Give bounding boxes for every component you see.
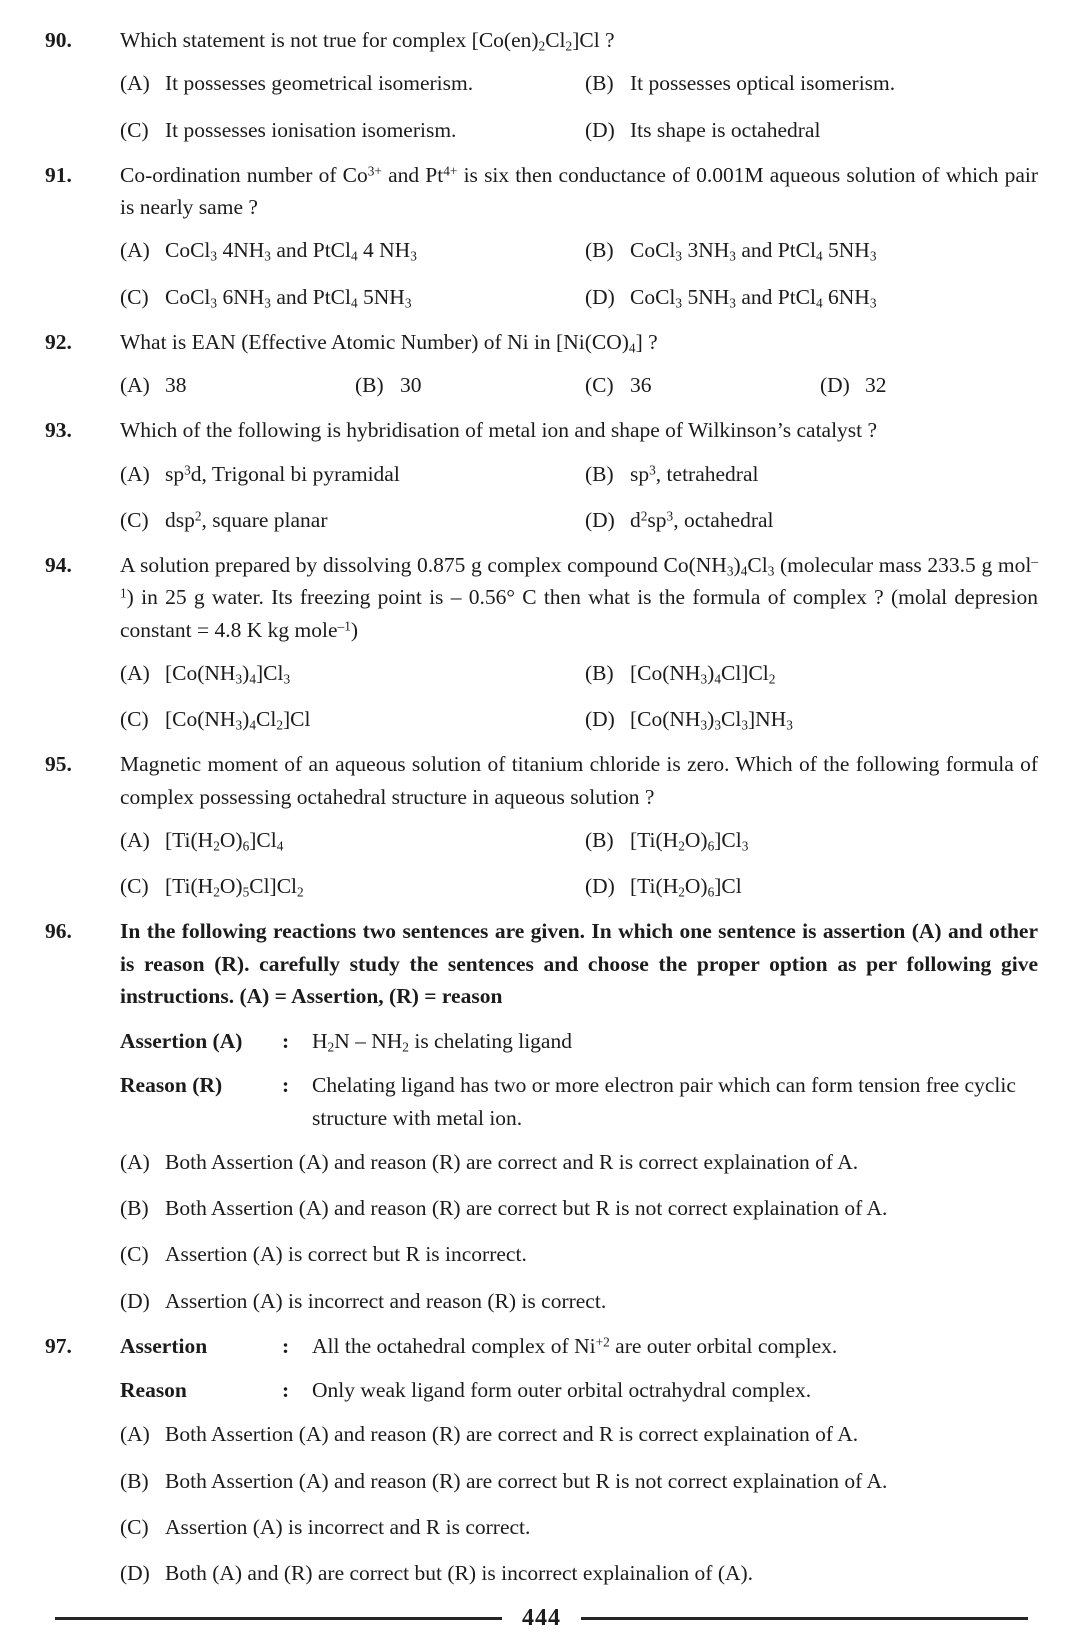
question-number: 94. xyxy=(45,553,72,577)
option-label: (A) xyxy=(120,827,150,852)
option-b xyxy=(120,1192,1038,1224)
question-text: A solution prepared by dissolving 0.875 g complex compound $Co(NH_3)_4Cl_3$ (molecular mass 233.5 g mol$^{-1}$) in 25 g water. Its freezing point is – 0.56° C then what is the formula of complex ? (molal depresion constant = 4.8 K kg mole$^{-1}$) xyxy=(120,553,1038,642)
option-text: dsp$^2$, square planar xyxy=(165,507,328,532)
reason-statement xyxy=(120,1374,1038,1406)
option-label: (C) xyxy=(120,1514,149,1539)
option-b xyxy=(585,234,1038,266)
question-text: Which statement is not true for complex $[Co(en)_2Cl_2]Cl$ ? xyxy=(120,28,615,54)
question-text: What is EAN (Effective Atomic Number) of Ni in $[Ni(CO)_4]$ ? xyxy=(120,329,658,356)
option-label: (B) xyxy=(585,827,614,852)
option-d xyxy=(120,1285,1038,1317)
option-d xyxy=(120,1557,1038,1589)
option-a xyxy=(120,67,585,99)
option-label: (B) xyxy=(120,1196,149,1220)
options xyxy=(120,67,1038,146)
option-b xyxy=(355,369,585,401)
options xyxy=(120,369,1038,401)
option-label: (C) xyxy=(120,707,149,731)
option-label: (A) xyxy=(120,1149,150,1174)
option-label: (A) xyxy=(120,461,150,486)
option-text: $[Co(NH_3)_4Cl_2]Cl$ xyxy=(165,707,311,733)
option-label: (B) xyxy=(585,238,614,263)
reason-statement xyxy=(120,1069,1038,1134)
option-d xyxy=(820,369,1038,401)
question-91 xyxy=(45,159,1038,313)
option-b xyxy=(585,458,1038,490)
options xyxy=(120,824,1038,903)
question-text: Co-ordination number of $Co^{3+}$ and $Pt^{4+}$ is six then conductance of 0.001M aqueous solution of which pair is nearly same ? xyxy=(120,162,1038,219)
option-text: CoCl$_3$ $3NH_3$ and PtCl$_4$ $5NH_3$ xyxy=(630,238,877,264)
option-text: CoCl$_3$ $5NH_3$ and PtCl$_4$ $6NH_3$ xyxy=(630,284,877,311)
option-label: (D) xyxy=(585,707,615,731)
options xyxy=(120,657,1038,736)
option-b xyxy=(585,824,1038,856)
option-label: (A) xyxy=(120,660,150,685)
option-a xyxy=(120,369,355,401)
option-label: (D) xyxy=(585,874,615,898)
option-a xyxy=(120,657,585,689)
statement-text: $H_2N - NH_2$ is chelating ligand xyxy=(312,1029,572,1055)
assertion-statement xyxy=(120,1025,1038,1057)
option-b xyxy=(120,1465,1038,1497)
question-text: Which of the following is hybridisation of metal ion and shape of Wilkinson’s catalyst ? xyxy=(120,418,878,443)
question-96 xyxy=(45,915,1038,1317)
footer-rule-right xyxy=(581,1617,1028,1620)
option-d xyxy=(585,870,1038,902)
option-text: $[Ti(H_2O)_6]Cl_3$ xyxy=(630,827,749,854)
question-number: 96. xyxy=(45,919,72,944)
statement-colon: : xyxy=(282,1029,290,1053)
question-text: In the following reactions two sentences are given. In which one sentence is assertion (A) and other is reason (R). carefully study the sentences and choose the proper option as per following give instructions. (A) = Assertion, (R) = reason xyxy=(120,919,1038,1008)
option-c xyxy=(120,281,585,313)
option-text: Both Assertion (A) and reason (R) are correct and R is correct explaination of A. xyxy=(165,1149,859,1174)
question-number: 91. xyxy=(45,162,72,187)
option-a xyxy=(120,1418,1038,1450)
footer-rule-left xyxy=(55,1617,502,1620)
option-d xyxy=(585,703,1038,735)
option-label: (D) xyxy=(120,1288,150,1313)
question-number: 97. xyxy=(45,1333,72,1358)
option-d xyxy=(585,281,1038,313)
option-label: (B) xyxy=(355,373,384,397)
option-text: It possesses optical isomerism. xyxy=(630,71,896,96)
option-text: $[Ti(H_2O)_5Cl]Cl_2$ xyxy=(165,874,304,900)
option-label: (A) xyxy=(120,373,150,397)
question-90 xyxy=(45,24,1038,146)
option-label: (C) xyxy=(120,1242,149,1267)
page-number: 444 xyxy=(522,1605,561,1632)
option-text: $[Ti(H_2O)_6]Cl_4$ xyxy=(165,827,284,854)
assertion-reason-block xyxy=(120,1025,1038,1134)
options xyxy=(120,234,1038,313)
option-text: $[Co(NH_3)_3Cl_3]NH_3$ xyxy=(630,707,793,733)
option-c xyxy=(120,1238,1038,1270)
option-c xyxy=(120,114,585,146)
option-d xyxy=(585,504,1038,536)
option-label: (B) xyxy=(120,1468,149,1493)
option-a xyxy=(120,458,585,490)
option-b xyxy=(585,67,1038,99)
statement-label: Reason (R) xyxy=(120,1073,223,1098)
option-text: 30 xyxy=(400,373,422,397)
option-text: It possesses ionisation isomerism. xyxy=(165,117,457,142)
options xyxy=(120,458,1038,537)
statement-text: All the octahedral complex of $Ni^{+2}$ are outer orbital complex. xyxy=(312,1333,838,1358)
option-text: Its shape is octahedral xyxy=(630,117,821,142)
option-text: Assertion (A) is incorrect and reason (R) is correct. xyxy=(165,1288,607,1313)
option-label: (C) xyxy=(120,507,149,532)
option-text: $d^2sp^3$, octahedral xyxy=(630,507,774,532)
option-text: $sp^3$, tetrahedral xyxy=(630,461,759,486)
option-label: (A) xyxy=(120,238,150,263)
statement-label: Assertion xyxy=(120,1333,208,1358)
option-text: Both Assertion (A) and reason (R) are correct but R is not correct explaination of A. xyxy=(165,1468,888,1493)
question-number: 95. xyxy=(45,752,72,777)
option-c xyxy=(585,369,820,401)
question-number: 90. xyxy=(45,28,72,52)
option-text: Assertion (A) is correct but R is incorrect. xyxy=(165,1242,527,1267)
option-label: (D) xyxy=(820,373,850,397)
option-label: (C) xyxy=(120,117,149,142)
options xyxy=(120,1418,1038,1589)
option-c xyxy=(120,504,585,536)
option-text: $[Co(NH_3)_4Cl]Cl_2$ xyxy=(630,660,776,687)
question-97 xyxy=(45,1330,1038,1590)
question-number: 93. xyxy=(45,418,72,443)
page-footer xyxy=(55,1605,1028,1632)
option-a xyxy=(120,234,585,266)
option-text: CoCl$_3$ $6NH_3$ and PtCl$_4$ $5NH_3$ xyxy=(165,284,412,311)
statement-text: Only weak ligand form outer orbital octrahydral complex. xyxy=(312,1378,812,1402)
option-label: (C) xyxy=(585,373,614,397)
option-text: CoCl$_3$ $4NH_3$ and PtCl$_4$ 4 $NH_3$ xyxy=(165,238,417,264)
option-label: (A) xyxy=(120,71,150,96)
question-93 xyxy=(45,414,1038,536)
option-text: 32 xyxy=(865,373,887,397)
option-label: (D) xyxy=(585,284,615,309)
question-94 xyxy=(45,549,1038,735)
option-label: (D) xyxy=(120,1561,150,1585)
option-a xyxy=(120,1146,1038,1178)
option-text: 36 xyxy=(630,373,652,397)
option-label: (B) xyxy=(585,71,614,96)
statement-label: Assertion (A) xyxy=(120,1029,243,1053)
option-text: Assertion (A) is incorrect and R is correct. xyxy=(165,1514,531,1539)
option-label: (D) xyxy=(585,117,615,142)
option-c xyxy=(120,1511,1038,1543)
statement-label: Reason xyxy=(120,1378,187,1402)
option-c xyxy=(120,870,585,902)
option-label: (B) xyxy=(585,660,614,685)
option-text: It possesses geometrical isomerism. xyxy=(165,71,474,96)
option-text: $[Ti(H_2O)_6]Cl$ xyxy=(630,874,742,900)
option-c xyxy=(120,703,585,735)
assertion-reason-block xyxy=(120,1330,1038,1407)
option-b xyxy=(585,657,1038,689)
statement-colon: : xyxy=(282,1073,290,1098)
option-text: $sp^3d$, Trigonal bi pyramidal xyxy=(165,461,400,486)
statement-colon: : xyxy=(282,1378,290,1402)
question-text: Magnetic moment of an aqueous solution of titanium chloride is zero. Which of the following formula of complex possessing octahedral structure in aqueous solution ? xyxy=(120,752,1038,809)
option-text: Both (A) and (R) are correct but (R) is incorrect explainalion of (A). xyxy=(165,1561,754,1585)
option-text: Both Assertion (A) and reason (R) are correct but R is not correct explaination of A. xyxy=(165,1196,888,1220)
option-text: $[Co(NH_3)_4]Cl_3$ xyxy=(165,660,291,687)
option-label: (B) xyxy=(585,461,614,486)
option-label: (C) xyxy=(120,284,149,309)
option-text: Both Assertion (A) and reason (R) are correct and R is correct explaination of A. xyxy=(165,1422,859,1447)
option-a xyxy=(120,824,585,856)
statement-text: Chelating ligand has two or more electron pair which can form tension free cyclic structure with metal ion. xyxy=(312,1073,1016,1130)
option-text: 38 xyxy=(165,373,187,397)
question-number: 92. xyxy=(45,329,72,354)
option-label: (C) xyxy=(120,874,149,898)
options xyxy=(120,1146,1038,1317)
statement-colon: : xyxy=(282,1333,290,1358)
assertion-statement xyxy=(120,1330,1038,1362)
option-label: (A) xyxy=(120,1422,150,1447)
option-label: (D) xyxy=(585,507,615,532)
option-d xyxy=(585,114,1038,146)
question-92 xyxy=(45,326,1038,402)
question-95 xyxy=(45,748,1038,902)
